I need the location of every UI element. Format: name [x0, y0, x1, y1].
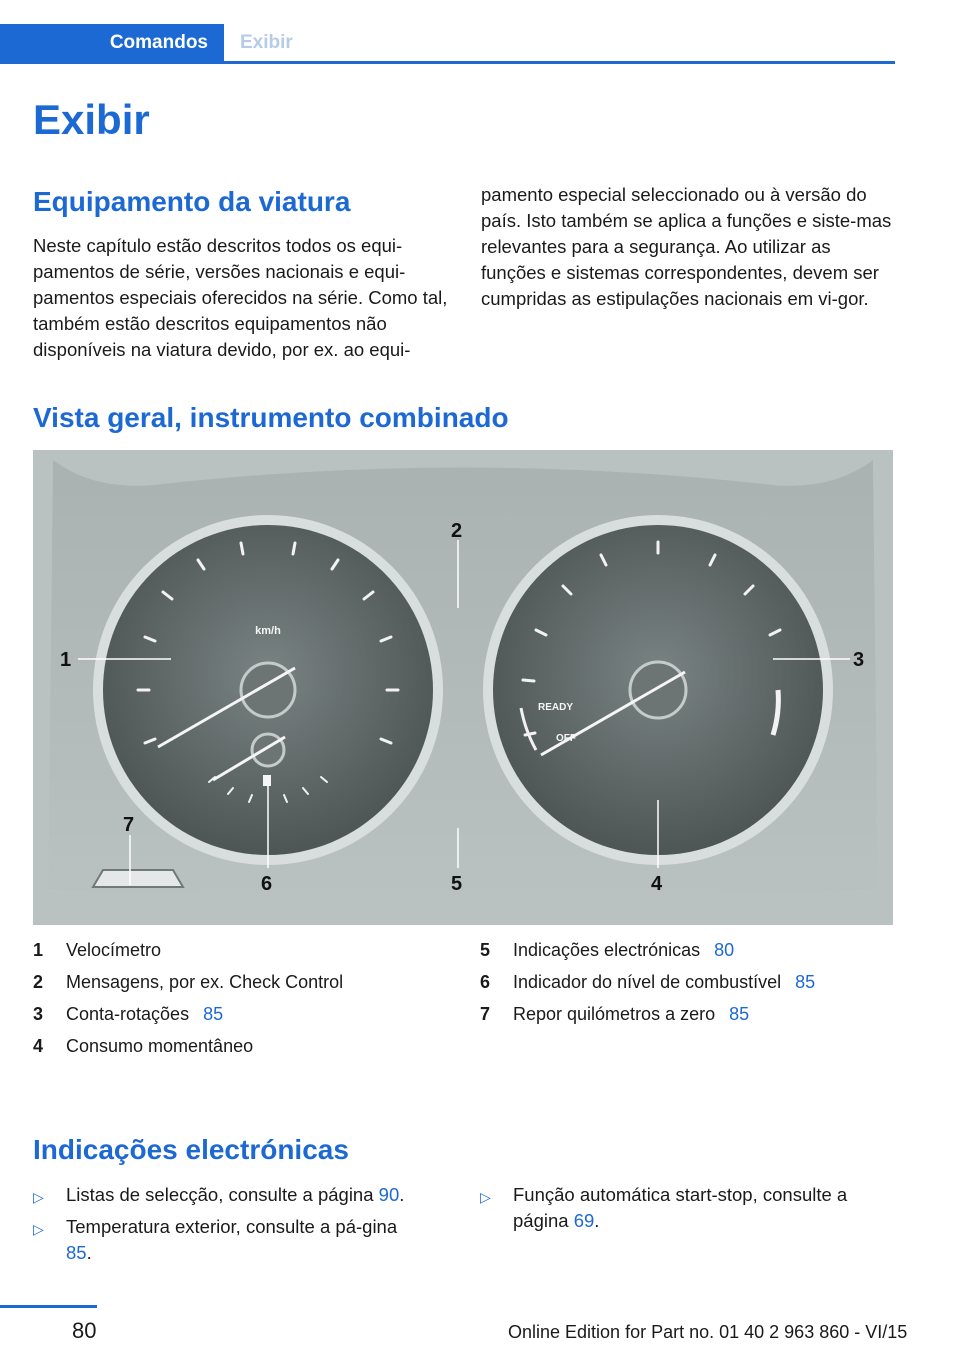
legend-num: 6: [480, 972, 491, 992]
intro-col2: pamento especial seleccionado ou à versão do país. Isto também se aplica a funções e siste-mas relevantes para a segurança. Ao utilizar as funções e sistemas correspondentes, devem ser cumpridas as estipulações nacionais em vi-gor.: [481, 184, 892, 309]
legend-num: 4: [33, 1036, 44, 1056]
page-ref-link[interactable]: 85: [729, 1004, 750, 1024]
speedo-unit-label: km/h: [255, 625, 281, 637]
bullet-text: Temperatura exterior, consulte a pá-gina 85.: [66, 1216, 398, 1263]
ready-label: READY: [538, 702, 574, 713]
callout-3: 3: [853, 649, 865, 671]
page-number: 80: [72, 1318, 97, 1343]
tab-comandos[interactable]: Comandos: [0, 24, 224, 61]
bullet-item: [480, 1182, 900, 1238]
legend-num: 7: [480, 1004, 491, 1024]
callout-1: 1: [60, 649, 72, 671]
callout-2: 2: [451, 520, 463, 542]
heading-equipamento: Equipamento da viatura: [33, 186, 351, 217]
legend-num: 1: [33, 940, 44, 960]
bullet-text: Listas de selecção, consulte a página 90.: [66, 1184, 405, 1205]
legend-text: Conta-rotações 85: [66, 1004, 224, 1024]
legend-text: Mensagens, por ex. Check Control: [66, 972, 344, 992]
page-ref-link[interactable]: 85: [795, 972, 816, 992]
page-ref-link[interactable]: 80: [714, 940, 735, 960]
callout-4: 4: [651, 873, 663, 895]
off-label: OFF: [556, 733, 576, 744]
legend-col1: [33, 940, 453, 1070]
bullet-item: [33, 1182, 453, 1212]
edition-note: Online Edition for Part no. 01 40 2 963 860 - VI/15: [508, 1322, 908, 1342]
legend-num: 5: [480, 940, 491, 960]
page-link[interactable]: 69: [573, 1210, 595, 1231]
legend-num: 2: [33, 972, 44, 992]
triangle-bullet-icon: ▷: [480, 1189, 491, 1205]
legend-text: Velocímetro: [66, 940, 162, 960]
instrument-cluster-figure: [33, 450, 893, 925]
triangle-bullet-icon: ▷: [33, 1189, 44, 1205]
legend-text: Consumo momentâneo: [66, 1036, 254, 1056]
legend-text: Repor quilómetros a zero 85: [513, 1004, 750, 1024]
page-link[interactable]: 90: [378, 1184, 400, 1205]
header-tabs: [0, 24, 895, 64]
page-link[interactable]: 85: [66, 1242, 87, 1263]
legend-text: Indicações electrónicas 80: [513, 940, 735, 960]
page-ref-link[interactable]: 85: [203, 1004, 224, 1024]
legend-col2: [480, 940, 900, 1040]
callout-5: 5: [451, 873, 463, 895]
callout-6: 6: [261, 873, 273, 895]
heading-indicacoes: Indicações electrónicas: [33, 1134, 349, 1165]
page-title: Exibir: [33, 96, 150, 143]
callout-7: 7: [123, 814, 135, 836]
footer-rule: [0, 1305, 97, 1308]
bullet-text: Função automática start-stop, consulte a página 69.: [513, 1184, 848, 1231]
triangle-bullet-icon: ▷: [33, 1221, 44, 1237]
instrument-cluster-illustration: [33, 450, 893, 925]
legend-text: Indicador do nível de combustível 85: [513, 972, 816, 992]
legend-num: 3: [33, 1004, 44, 1024]
bullet-item: [33, 1214, 453, 1270]
heading-vista-geral: Vista geral, instrumento combinado: [33, 402, 509, 433]
tab-exibir[interactable]: Exibir: [240, 31, 293, 53]
intro-col1: Neste capítulo estão descritos todos os equi-pamentos de série, versões nacionais e equi-pamentos especiais oferecidos na série. Como tal, também estão descritos equipamentos não disponíveis na viatura devido, por ex. ao equi-: [33, 235, 448, 360]
